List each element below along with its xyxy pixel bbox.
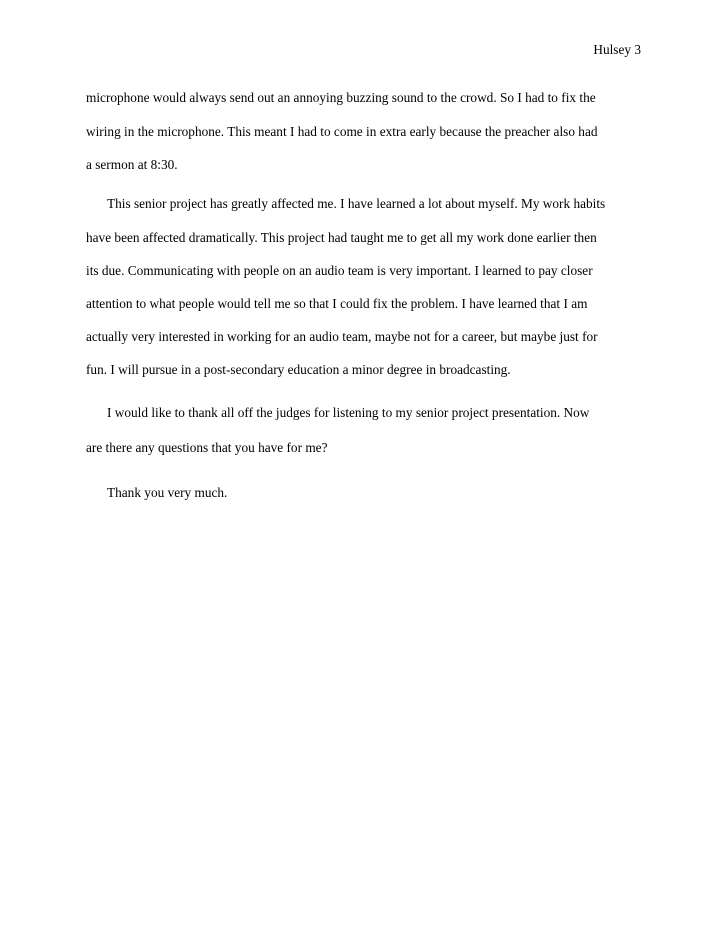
paragraph-1-line-1: microphone would always send out an annoying buzzing sound to the crowd. So I had to fix the [86, 90, 596, 105]
paragraph-2-line-1: This senior project has greatly affected me. I have learned a lot about myself. My work habits [107, 196, 606, 211]
running-head: Hulsey 3 [593, 42, 641, 57]
paragraph-4-line-1: Thank you very much. [107, 485, 228, 500]
paragraph-2-line-5: actually very interested in working for an audio team, maybe not for a career, but maybe just for [86, 329, 598, 344]
paragraph-2-line-3: its due. Communicating with people on an audio team is very important. I learned to pay closer [86, 263, 593, 278]
paragraph-2-line-2: have been affected dramatically. This project had taught me to get all my work done earlier then [86, 230, 597, 245]
paragraph-3-line-1: I would like to thank all off the judges for listening to my senior project presentation. Now [107, 405, 590, 420]
paragraph-2-line-4: attention to what people would tell me so that I could fix the problem. I have learned that I am [86, 296, 588, 311]
paragraph-1-line-2: wiring in the microphone. This meant I had to come in extra early because the preacher also had [86, 124, 598, 139]
paragraph-1-line-3: a sermon at 8:30. [86, 157, 178, 172]
paragraph-2-line-6: fun. I will pursue in a post-secondary education a minor degree in broadcasting. [86, 362, 511, 377]
paragraph-3-line-2: are there any questions that you have for me? [86, 440, 328, 455]
